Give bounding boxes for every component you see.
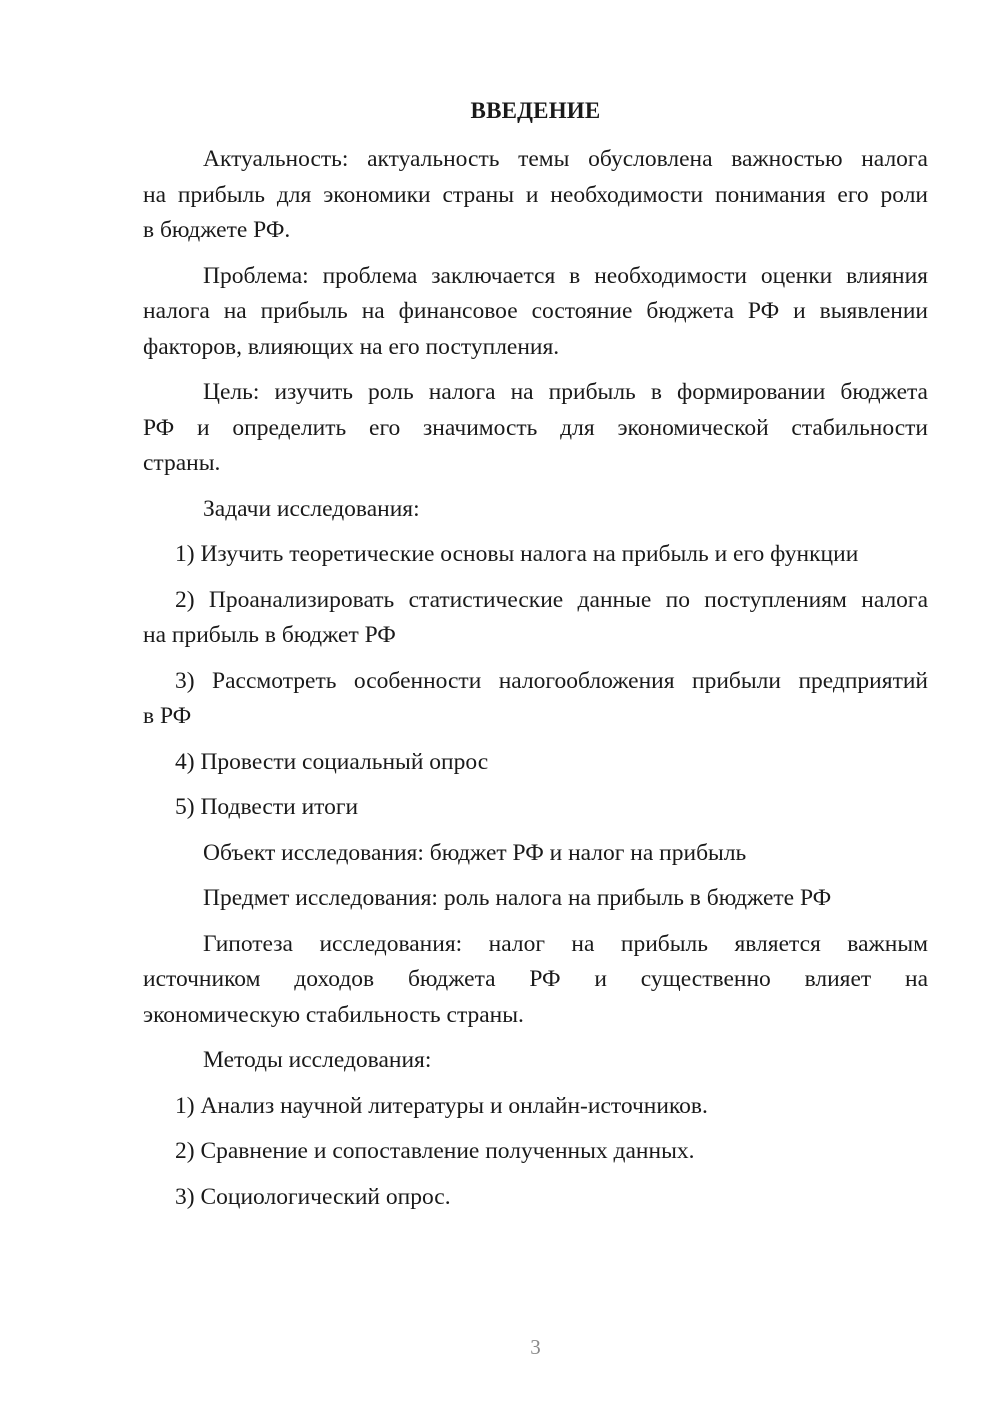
relevance-line-1: Актуальность: актуальность темы обусловлена важностью налога bbox=[203, 146, 928, 172]
tasks-title bbox=[143, 492, 928, 528]
methods-title bbox=[143, 1043, 928, 1079]
task-item-1 bbox=[143, 537, 928, 573]
task-2-line-1: 2) Проанализировать статистические данные по поступлениям налога bbox=[175, 586, 928, 613]
method-3-text: 3) Социологический опрос. bbox=[175, 1183, 451, 1210]
task-2-line-2: на прибыль в бюджет РФ bbox=[143, 622, 396, 648]
method-item-2 bbox=[143, 1134, 928, 1170]
goal-paragraph bbox=[143, 375, 928, 482]
task-item-2 bbox=[143, 583, 928, 654]
goal-line-3: страны. bbox=[143, 450, 221, 476]
task-1-text: 1) Изучить теоретические основы налога на прибыль и его функции bbox=[175, 541, 859, 567]
problem-line-2: налога на прибыль на финансовое состояние бюджета РФ и выявлении bbox=[143, 298, 928, 324]
task-item-3 bbox=[143, 664, 928, 735]
task-5-text: 5) Подвести итоги bbox=[175, 794, 359, 820]
task-3-line-1: 3) Рассмотреть особенности налогообложения прибыли предприятий bbox=[175, 667, 928, 694]
task-item-5 bbox=[143, 790, 928, 826]
method-1-text: 1) Анализ научной литературы и онлайн-источников. bbox=[175, 1092, 708, 1119]
document-page bbox=[143, 0, 928, 1414]
problem-line-3: факторов, влияющих на его поступления. bbox=[143, 333, 560, 360]
problem-line-1: Проблема: проблема заключается в необходимости оценки влияния bbox=[203, 262, 928, 289]
tasks-title-text: Задачи исследования: bbox=[203, 495, 420, 522]
task-item-4 bbox=[143, 745, 928, 781]
object-paragraph bbox=[143, 836, 928, 872]
subject-paragraph bbox=[143, 881, 928, 917]
relevance-line-2: на прибыль для экономики страны и необходимости понимания его роли bbox=[143, 181, 928, 208]
object-text: Объект исследования: бюджет РФ и налог на прибыль bbox=[203, 839, 747, 866]
subject-text: Предмет исследования: роль налога на прибыль в бюджете РФ bbox=[203, 885, 832, 911]
task-3-line-2: в РФ bbox=[143, 703, 192, 729]
method-2-text: 2) Сравнение и сопоставление полученных данных. bbox=[175, 1138, 695, 1164]
page-number: 3 bbox=[530, 1335, 541, 1359]
methods-title-text: Методы исследования: bbox=[203, 1047, 432, 1073]
method-item-3 bbox=[143, 1180, 928, 1216]
goal-line-2: РФ и определить его значимость для экономической стабильности bbox=[143, 414, 928, 441]
relevance-paragraph bbox=[143, 142, 928, 249]
hypothesis-line-1: Гипотеза исследования: налог на прибыль является важным bbox=[203, 930, 928, 957]
relevance-line-3: в бюджете РФ. bbox=[143, 217, 291, 243]
document-body bbox=[143, 142, 928, 1225]
goal-line-1: Цель: изучить роль налога на прибыль в формировании бюджета bbox=[203, 379, 928, 405]
hypothesis-line-3: экономическую стабильность страны. bbox=[143, 1001, 524, 1028]
task-4-text: 4) Провести социальный опрос bbox=[175, 748, 489, 775]
hypothesis-line-2: источником доходов бюджета РФ и существенно влияет на bbox=[143, 966, 928, 992]
problem-paragraph bbox=[143, 259, 928, 366]
page-title: ВВЕДЕНИЕ bbox=[470, 98, 601, 123]
hypothesis-paragraph bbox=[143, 927, 928, 1034]
method-item-1 bbox=[143, 1089, 928, 1125]
